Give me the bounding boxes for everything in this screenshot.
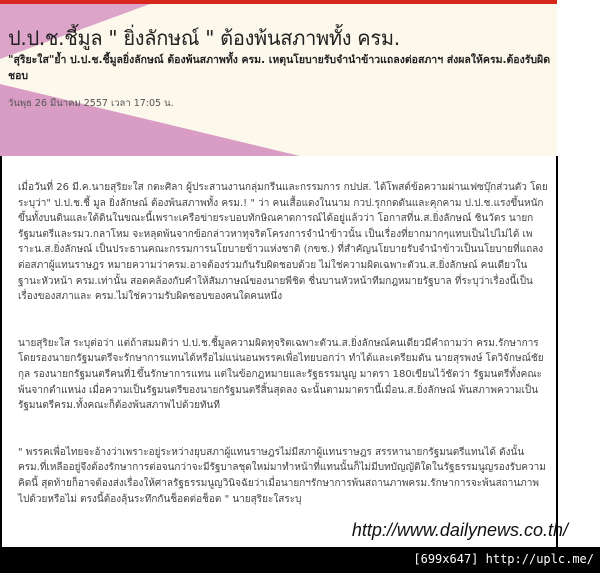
paragraph: นายสุริยะใส ระบุต่อว่า แต่ถ้าสมมติว่า ป.ป.ช.ชี้มูลความผิดทุจริตเฉพาะตัวน.ส.ยิ่งลักษณ์คนเดียวมีคำถามว่า ครม.รักษาการโดยรองนายกรัฐมนตรีจะรักษาการแทนได้หรือไม่แน่นอนพรรคเพื่อไทยบอกว่า ทำได้และเตรียมดัน นายสุรพงษ์ โตวิจักษณ์ชัยกุล รองนายกรัฐมนตรีคนที่1ขึ้นรักษาการแทน แต่ในข้อกฎหมายและรัฐธรรมนูญ มาตรา 180เขียนไว้ชัดว่า รัฐมนตรีทั้งคณะพ้นจากตำแหน่ง เมื่อความเป็นรัฐมนตรีของนายกรัฐมนตรีสิ้นสุดลง ฉะนั้นตามมาตรานี้เมื่อน.ส.ยิ่งลักษณ์ พ้นสภาพความเป็นรัฐมนตรีครม.ทั้งคณะก็ต้องพ้นสภาพไปด้วยทันที: [18, 337, 544, 412]
article-body: [18, 180, 548, 538]
article-title: ป.ป.ช.ชี้มูล " ยิ่งลักษณ์ " ต้องพ้นสภาพทั้ง ครม.: [8, 26, 400, 50]
article-header: [0, 4, 557, 156]
paragraph: เมื่อวันที่ 26 มี.ค.นายสุริยะใส กตะศิลา ผู้ประสานงานกลุ่มกรีนและกรรมการ กปปส. ได้โพสต์ข้อความผ่านเฟซบุ๊กส่วนตัว โดยระบุว่า" ป.ป.ช.ชี้ มูล ยิ่งลักษณ์ ต้องพ้นสภาพทั้ง ครม.! " ว่า คนเสื้อแดงในนาม กวป.รุกกดดันและคุกคาม ป.ป.ช.แรงขึ้นหนักขึ้นทั้งบนดินและใต้ดินในขณะนี้เพราะเครือข่ายระบอบทักษิณคาดการณ์ได้อยู่แล้วว่า โอกาสที่น.ส.ยิ่งลักษณ์ ชินวัตร นายกรัฐมนตรีและรมว.กลาโหม จะหลุดพ้นจากข้อกล่าวหาทุจริตโครงการจำนำข้าวนั้น เป็นเรื่องที่ยากมากๆแทบเป็นไปไม่ได้ เพราะน.ส.ยิ่งลักษณ์ เป็นประธานคณะกรรมการนโยบายข้าวแห่งชาติ (กขช.) ที่สำคัญนโยบายรับจำนำข้าวเป็นนโยบายที่แถลงต่อสภาผู้แทนราษฎร หมายความว่าครม.อาจต้องร่วมกันรับผิดชอบด้วย ไม่ใช่ความผิดเฉพาะตัวน.ส.ยิ่งลักษณ์ คนเดียวในฐานะหัวหน้า ครม.เท่านั้น สอดคล้องกับคำให้สัมภาษณ์ของนายพีชิต ชื่นบานหัวหน้าทีมกฎหมายรัฐบาล ที่ระบุว่าเรื่องนี้เป็นเรื่องของสภาและ ครม.ไม่ใช่ความรับผิดชอบของคนใดคนหนึ่ง: [18, 182, 548, 303]
article-subtitle: "สุริยะใส"ย้ำ ป.ป.ช.ชี้มูลยิ่งลักษณ์ ต้องพ้นสภาพทั้ง ครม. เหตุนโยบายรับจำนำข้าวแถลงต่อสภาฯ ส่งผลให้ครม.ต้องรับผิดชอบ: [8, 54, 551, 82]
frame-border-left: [0, 156, 2, 547]
source-url: http://www.dailynews.co.th/: [351, 520, 568, 540]
frame-border-right: [556, 156, 558, 547]
footer-bar: [0, 547, 600, 573]
paragraph: " พรรคเพื่อไทยจะอ้างว่าเพราะอยู่ระหว่างยุบสภาผู้แทนราษฎรไม่มีสภาผู้แทนราษฎร สรรหานายกรัฐมนตรีแทนได้ ดังนั้น ครม.ที่เหลืออยู่จึงต้องรักษาการต่อจนกว่าจะมีรัฐบาลชุดใหม่มาทำหน้าที่แทนนั้นก็ไม่มีบทบัญญัติใดในรัฐธรรมนูญรองรับความคิดนี้ สุดท้ายก็อาจต้องส่งเรื่องให้ศาลรัฐธรรมนูญวินิจฉัยว่าเมื่อนายกฯรักษาการพ้นสถานภาพครม.รักษาการจะพ้นสถานภาพไปด้วยหรือไม่ ตรงนี้ต้องลุ้นระทึกกันช็อตต่อช็อต " นายสุริยะใสระบุ: [18, 446, 546, 505]
article-date: วันพุธ 26 มีนาคม 2557 เวลา 17:05 น.: [8, 98, 174, 109]
image-host-stamp: [699x647] http://uplc.me/: [413, 552, 594, 566]
